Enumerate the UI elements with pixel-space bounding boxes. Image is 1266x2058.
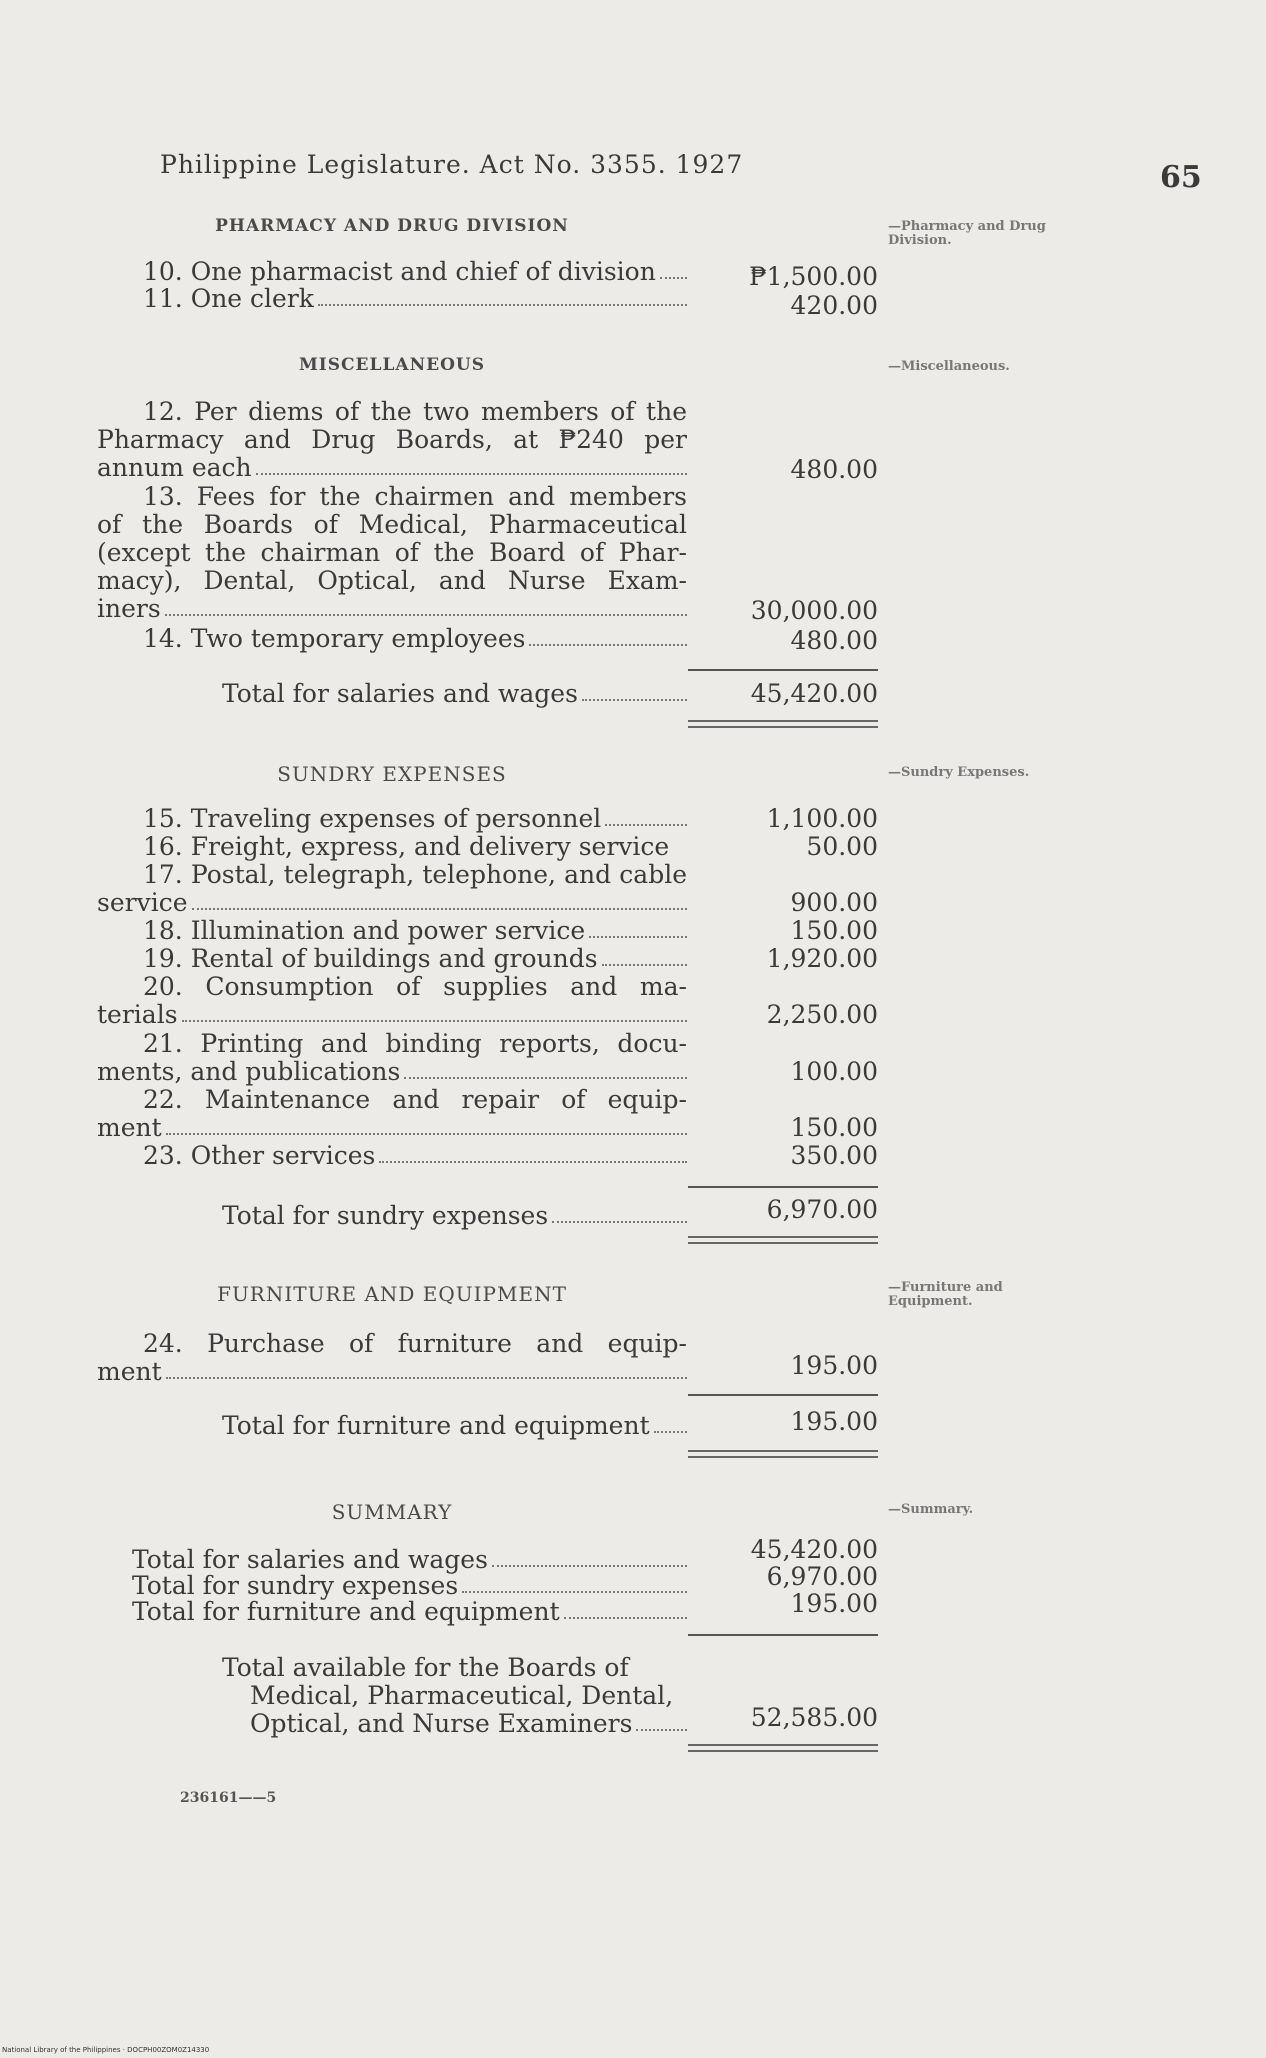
print-code: 236161——5	[180, 1790, 277, 1806]
amount-item-20: 2,250.00	[766, 1000, 878, 1029]
total-furniture-equipment	[222, 1412, 687, 1440]
line-item-16: 16. Freight, express, and delivery service	[143, 832, 670, 861]
margin-note-miscellaneous: —Miscellaneous.	[888, 359, 1010, 374]
amount-item-21: 100.00	[790, 1057, 878, 1086]
grand-total-line-2: Medical, Pharmaceutical, Dental,	[250, 1681, 674, 1710]
line-item-text: iners	[97, 594, 161, 623]
line-item-text: Total for sundry expenses	[222, 1201, 549, 1230]
item-12-line-2: Pharmacy and Drug Boards, at ₱240 per	[97, 425, 687, 454]
item-13-line-4: macy), Dental, Optical, and Nurse Exam-	[97, 566, 687, 595]
amount-grand-total: 52,585.00	[750, 1703, 878, 1732]
line-item-text: 15. Traveling expenses of personnel	[143, 804, 602, 833]
line-item-text: ments, and publications	[97, 1057, 401, 1086]
section-heading-pharmacy: PHARMACY AND DRUG DIVISION	[215, 216, 569, 236]
margin-note-summary: —Summary.	[888, 1502, 974, 1517]
item-21-line-1: 21. Printing and binding reports, docu-	[143, 1029, 687, 1058]
total-double-rule	[688, 720, 878, 728]
item-21-line-2	[97, 1058, 687, 1086]
amount-total-furniture-equipment: 195.00	[790, 1407, 878, 1436]
line-item-text: 18. Illumination and power service	[143, 916, 586, 945]
margin-note-sundry-expenses: —Sundry Expenses.	[888, 765, 1030, 780]
grand-total-line-3	[250, 1710, 687, 1738]
amount-item-22: 150.00	[790, 1113, 878, 1142]
line-item-text: ment	[97, 1113, 162, 1142]
item-20-line-1: 20. Consumption of supplies and ma-	[143, 972, 687, 1001]
amount-item-17: 900.00	[790, 888, 878, 917]
line-item-text: Total for furniture and equipment	[132, 1597, 560, 1626]
amount-item-15: 1,100.00	[766, 804, 878, 833]
amount-item-12: 480.00	[790, 455, 878, 484]
section-heading-miscellaneous: MISCELLANEOUS	[298, 355, 486, 375]
summary-row-furniture	[132, 1598, 687, 1626]
line-item-text: Total for salaries and wages	[222, 679, 578, 708]
amount-item-23: 350.00	[790, 1141, 878, 1170]
amount-item-14: 480.00	[790, 626, 878, 655]
line-item-text: annum each	[97, 453, 252, 482]
margin-note-pharmacy: —Pharmacy and Drug Division.	[888, 219, 1046, 248]
amount-item-24: 195.00	[790, 1351, 878, 1380]
line-item-text: ment	[97, 1357, 162, 1386]
item-20-line-2	[97, 1001, 687, 1029]
amount-item-18: 150.00	[790, 916, 878, 945]
item-12-line-3	[97, 454, 687, 482]
summary-row-salaries	[132, 1546, 687, 1574]
amount-item-16: 50.00	[806, 832, 878, 861]
line-item-18	[143, 917, 687, 945]
item-24-line-1: 24. Purchase of furniture and equip-	[143, 1329, 687, 1358]
amount-total-salaries-wages: 45,420.00	[750, 679, 878, 708]
summary-row-sundry	[132, 1572, 687, 1600]
subtotal-rule	[688, 669, 878, 671]
line-item-text: Total for sundry expenses	[132, 1571, 459, 1600]
line-item-text: service	[97, 888, 188, 917]
total-salaries-wages	[222, 680, 687, 708]
item-13-line-2: of the Boards of Medical, Pharmaceutical	[97, 510, 687, 539]
item-13-line-5	[97, 595, 687, 623]
item-13-line-3: (except the chairman of the Board of Phar-	[97, 538, 687, 567]
item-24-line-2	[97, 1358, 687, 1386]
amount-item-13: 30,000.00	[750, 596, 878, 625]
amount-item-19: 1,920.00	[766, 944, 878, 973]
page-number: 65	[1160, 160, 1202, 195]
line-item-text: 10. One pharmacist and chief of division	[143, 257, 656, 286]
grand-total-line-1: Total available for the Boards of	[222, 1653, 629, 1682]
line-item-text: 14. Two temporary employees	[143, 624, 526, 653]
amount-summary-salaries: 45,420.00	[750, 1535, 878, 1564]
total-double-rule	[688, 1450, 878, 1458]
line-item-text: Optical, and Nurse Examiners	[250, 1709, 633, 1738]
line-item-text: terials	[97, 1000, 178, 1029]
line-item-11	[143, 285, 687, 313]
item-22-line-1: 22. Maintenance and repair of equip-	[143, 1085, 687, 1114]
line-item-10	[143, 258, 687, 286]
total-sundry-expenses	[222, 1202, 687, 1230]
line-item-19	[143, 945, 687, 973]
amount-item-10: ₱1,500.00	[749, 262, 878, 291]
line-item-23	[143, 1142, 687, 1170]
line-item-text: 11. One clerk	[143, 284, 314, 313]
line-item-14	[143, 625, 687, 653]
item-12-line-1: 12. Per diems of the two members of the	[143, 397, 687, 426]
item-22-line-2	[97, 1114, 687, 1142]
amount-total-sundry-expenses: 6,970.00	[766, 1195, 878, 1224]
running-header: Philippine Legislature. Act No. 3355. 1927	[160, 150, 744, 179]
amount-item-11: 420.00	[790, 291, 878, 320]
amount-summary-sundry: 6,970.00	[766, 1562, 878, 1591]
line-item-text: Total for furniture and equipment	[222, 1411, 650, 1440]
line-item-text: Total for salaries and wages	[132, 1545, 488, 1574]
total-double-rule	[688, 1236, 878, 1244]
subtotal-rule	[688, 1634, 878, 1636]
total-double-rule	[688, 1744, 878, 1752]
section-heading-furniture-equipment: FURNITURE AND EQUIPMENT	[217, 1282, 567, 1306]
amount-summary-furniture: 195.00	[790, 1589, 878, 1618]
subtotal-rule	[688, 1394, 878, 1396]
item-17-line-2	[97, 889, 687, 917]
section-heading-sundry-expenses: SUNDRY EXPENSES	[277, 762, 507, 786]
margin-note-furniture-equipment: —Furniture and Equipment.	[888, 1280, 1003, 1309]
section-heading-summary: SUMMARY	[331, 1500, 453, 1524]
line-item-text: 23. Other services	[143, 1141, 376, 1170]
line-item-15	[143, 805, 687, 833]
line-item-text: 19. Rental of buildings and grounds	[143, 944, 598, 973]
item-17-line-1: 17. Postal, telegraph, telephone, and cable	[143, 860, 687, 889]
item-13-line-1: 13. Fees for the chairmen and members	[143, 482, 687, 511]
scan-credit: National Library of the Philippines · DOCPH00ZOM0Z14330	[2, 2046, 210, 2054]
subtotal-rule	[688, 1186, 878, 1188]
